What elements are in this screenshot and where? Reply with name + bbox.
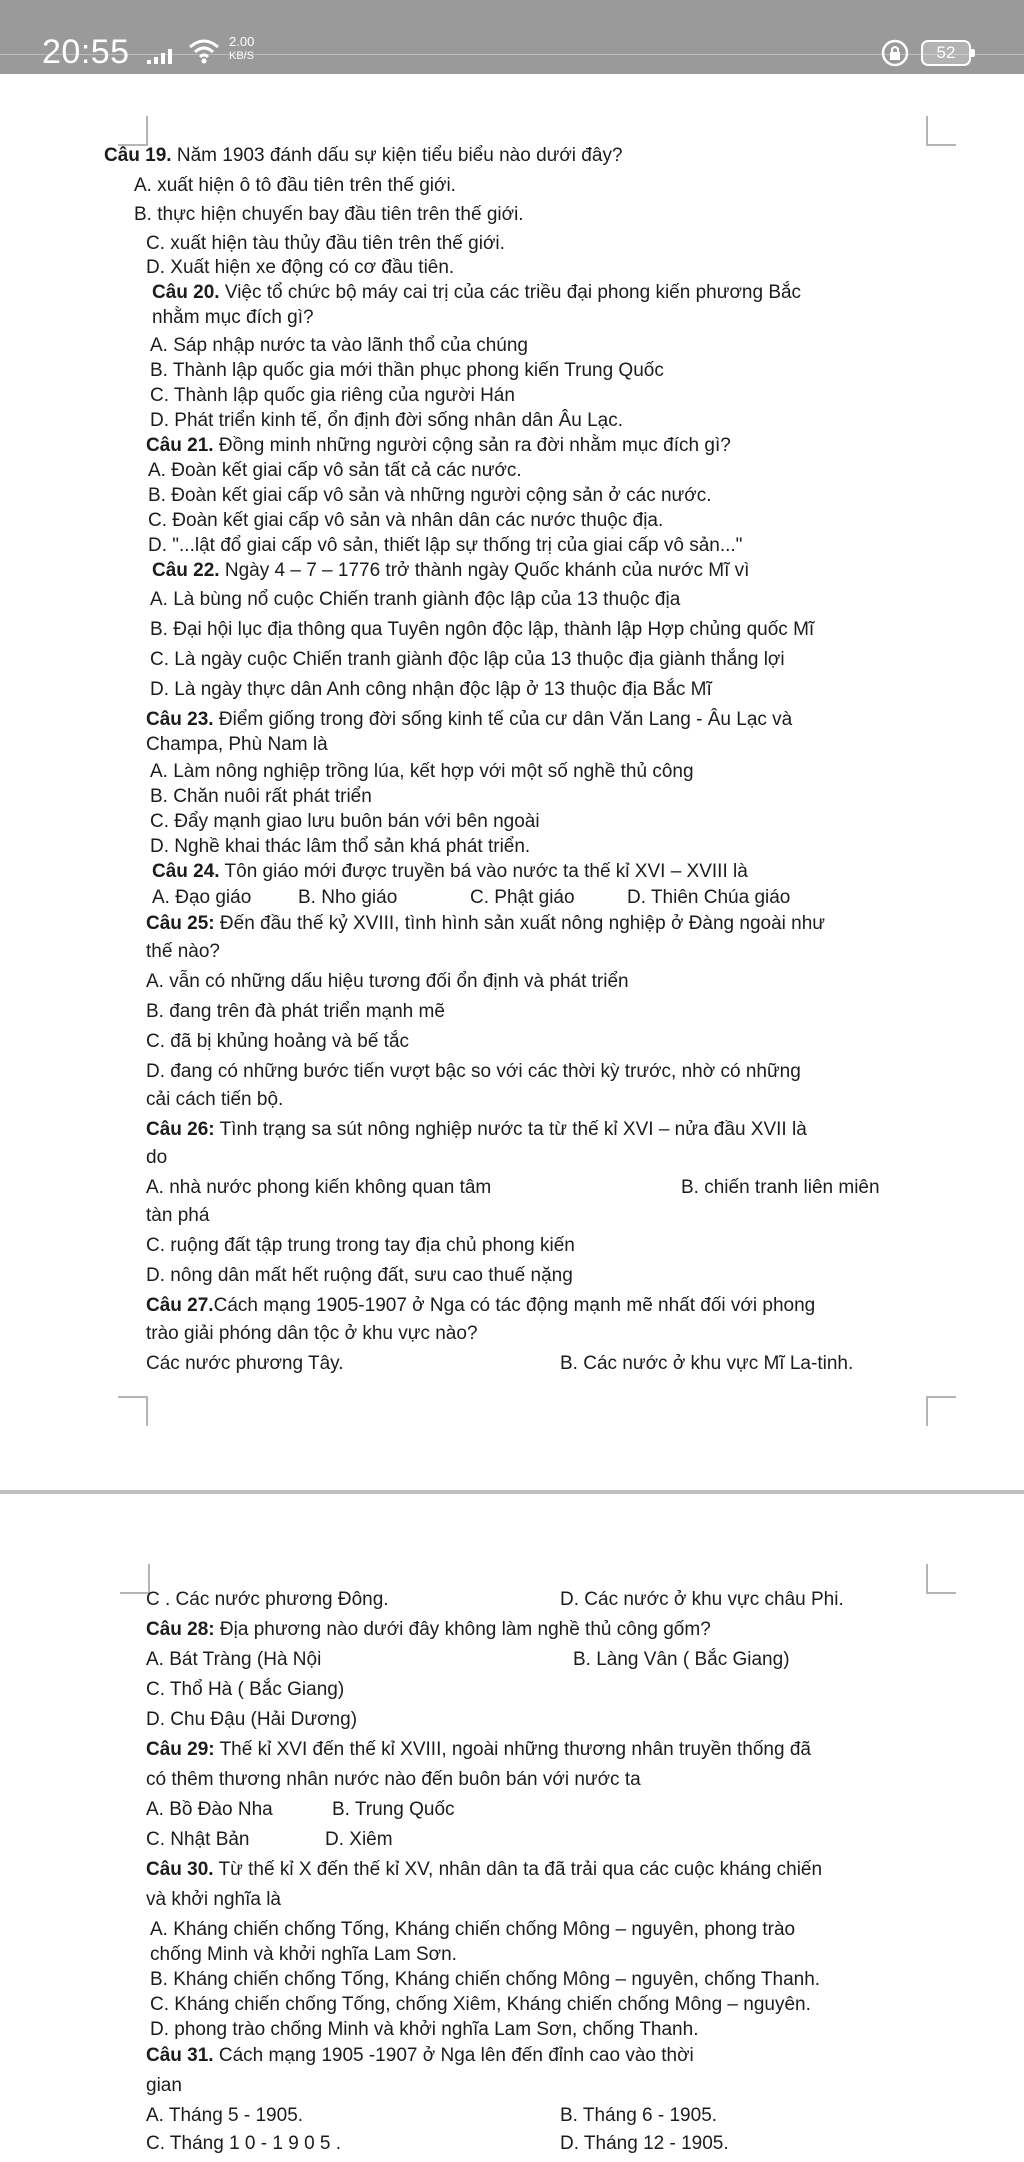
document-page-2 <box>0 1494 1024 2162</box>
page-corner-mark <box>118 116 148 146</box>
answer-option: tàn phá <box>146 1205 210 1226</box>
answer-option: A. Làm nông nghiệp trồng lúa, kết hợp với một số nghề thủ công <box>150 761 694 782</box>
answer-option: A. Đạo giáo <box>152 887 252 908</box>
answer-option: A. vẫn có những dấu hiệu tương đối ổn định và phát triển <box>146 971 629 992</box>
answer-option: A. Đoàn kết giai cấp vô sản tất cả các nước. <box>148 460 522 481</box>
answer-option: C. Đẩy mạnh giao lưu buôn bán với bên ngoài <box>150 811 540 832</box>
question-text: do <box>146 1147 168 1168</box>
question-24: Câu 24. Tôn giáo mới được truyền bá vào nước ta thế kỉ XVI – XVIII là <box>152 861 748 882</box>
answer-option: C. Là ngày cuộc Chiến tranh giành độc lập của 13 thuộc địa giành thắng lợi <box>150 649 785 670</box>
vpn-lock-icon <box>881 39 909 67</box>
page-corner-mark <box>118 1396 148 1426</box>
answer-option: D. Các nước ở khu vực châu Phi. <box>560 1589 844 1610</box>
answer-option: C. Kháng chiến chống Tống, chống Xiêm, Kháng chiến chống Mông – nguyên. <box>150 1994 811 2015</box>
question-23: Câu 23. Điểm giống trong đời sống kinh tế của cư dân Văn Lang - Âu Lạc và <box>146 709 793 730</box>
answer-option: B. Nho giáo <box>298 887 398 908</box>
answer-option: A. Tháng 5 - 1905. <box>146 2105 304 2126</box>
network-speed-value: 2.00 <box>229 34 255 49</box>
answer-option: C. Thành lập quốc gia riêng của người Hán <box>150 385 515 406</box>
network-speed-unit: KB/S <box>229 50 255 62</box>
question-21: Câu 21. Đồng minh những người cộng sản ra đời nhằm mục đích gì? <box>146 435 731 456</box>
battery-level: 52 <box>936 43 956 62</box>
question-22: Câu 22. Ngày 4 – 7 – 1776 trở thành ngày Quốc khánh của nước Mĩ vì <box>152 560 750 581</box>
question-text: thế nào? <box>146 941 220 962</box>
answer-option: D. "...lật đổ giai cấp vô sản, thiết lập sự thống trị của giai cấp vô sản..." <box>148 535 743 556</box>
answer-option: D. Nghề khai thác lâm thổ sản khá phát triển. <box>150 836 531 857</box>
answer-option: B. đang trên đà phát triển mạnh mẽ <box>146 1001 445 1022</box>
answer-option: A. Là bùng nổ cuộc Chiến tranh giành độc lập của 13 thuộc địa <box>150 589 681 610</box>
answer-option: A. nhà nước phong kiến không quan tâm <box>146 1177 492 1198</box>
document-page-1 <box>0 74 1024 1494</box>
answer-option: B. Các nước ở khu vực Mĩ La-tinh. <box>560 1353 854 1374</box>
answer-option: C. ruộng đất tập trung trong tay địa chủ phong kiến <box>146 1235 575 1256</box>
answer-option: cải cách tiến bộ. <box>146 1089 284 1110</box>
answer-option: C. xuất hiện tàu thủy đầu tiên trên thế giới. <box>146 233 505 254</box>
question-20: Câu 20. Việc tổ chức bộ máy cai trị của các triều đại phong kiến phương Bắc <box>152 282 802 303</box>
answer-option: C . Các nước phương Đông. <box>146 1589 389 1610</box>
answer-option: D. nông dân mất hết ruộng đất, sưu cao thuế nặng <box>146 1265 573 1286</box>
question-19: Câu 19. Năm 1903 đánh dấu sự kiện tiểu biểu nào dưới đây? <box>104 145 623 166</box>
answer-option: C. Nhật Bản <box>146 1829 250 1850</box>
answer-option: C. Thổ Hà ( Bắc Giang) <box>146 1679 345 1700</box>
answer-option: C. đã bị khủng hoảng và bế tắc <box>146 1031 410 1052</box>
signal-icon <box>147 48 175 64</box>
page-corner-mark <box>926 1396 956 1426</box>
answer-option: D. Thiên Chúa giáo <box>627 887 791 908</box>
answer-option: D. Là ngày thực dân Anh công nhận độc lập ở 13 thuộc địa Bắc Mĩ <box>150 679 712 700</box>
page-corner-mark <box>926 116 956 146</box>
answer-option: D. phong trào chống Minh và khởi nghĩa Lam Sơn, chống Thanh. <box>150 2019 699 2040</box>
question-text: và khởi nghĩa là <box>146 1889 281 1910</box>
question-text: gian <box>146 2075 182 2096</box>
answer-option: C. Tháng 1 0 - 1 9 0 5 . <box>146 2133 342 2154</box>
question-text: Champa, Phù Nam là <box>146 734 328 755</box>
page-corner-mark <box>926 1564 956 1594</box>
battery-icon <box>921 40 971 66</box>
answer-option: A. xuất hiện ô tô đầu tiên trên thế giới. <box>134 175 456 196</box>
status-bar <box>0 0 1024 74</box>
answer-option: D. Tháng 12 - 1905. <box>560 2133 729 2154</box>
question-text: có thêm thương nhân nước nào đến buôn bán với nước ta <box>146 1769 641 1790</box>
answer-option: Các nước phương Tây. <box>146 1353 344 1374</box>
answer-option: B. Làng Vân ( Bắc Giang) <box>573 1649 790 1670</box>
answer-option: D. Xiêm <box>325 1829 393 1850</box>
answer-option: C. Phật giáo <box>470 887 575 908</box>
answer-option: A. Bồ Đào Nha <box>146 1799 273 1820</box>
question-28: Câu 28: Địa phương nào dưới đây không làm nghề thủ công gốm? <box>146 1619 711 1640</box>
answer-option: chống Minh và khởi nghĩa Lam Sơn. <box>150 1944 457 1965</box>
question-25: Câu 25: Đến đầu thế kỷ XVIII, tình hình sản xuất nông nghiệp ở Đàng ngoài như <box>146 913 826 934</box>
network-speed <box>229 35 254 63</box>
answer-option: D. Chu Đậu (Hải Dương) <box>146 1709 358 1730</box>
question-text: nhằm mục đích gì? <box>152 307 314 328</box>
answer-option: B. thực hiện chuyến bay đầu tiên trên thế giới. <box>134 204 524 225</box>
answer-option: D. Xuất hiện xe động có cơ đầu tiên. <box>146 257 455 278</box>
answer-option: A. Bát Tràng (Hà Nội <box>146 1649 322 1670</box>
answer-option: B. Trung Quốc <box>332 1799 455 1820</box>
question-27: Câu 27.Cách mạng 1905-1907 ở Nga có tác động mạnh mẽ nhất đối với phong <box>146 1295 816 1316</box>
answer-option: D. đang có những bước tiến vượt bậc so với các thời kỳ trước, nhờ có những <box>146 1061 801 1082</box>
answer-option: B. Kháng chiến chống Tống, Kháng chiến chống Mông – nguyên, chống Thanh. <box>150 1969 821 1990</box>
question-text: trào giải phóng dân tộc ở khu vực nào? <box>146 1323 478 1344</box>
answer-option: A. Sáp nhập nước ta vào lãnh thổ của chúng <box>150 335 528 356</box>
question-31: Câu 31. Cách mạng 1905 -1907 ở Nga lên đến đỉnh cao vào thời <box>146 2045 694 2066</box>
answer-option: A. Kháng chiến chống Tống, Kháng chiến chống Mông – nguyên, phong trào <box>150 1919 796 1940</box>
question-30: Câu 30. Từ thế kỉ X đến thế kỉ XV, nhân dân ta đã trải qua các cuộc kháng chiến <box>146 1859 823 1880</box>
answer-option: B. chiến tranh liên miên <box>681 1177 880 1198</box>
answer-option: B. Thành lập quốc gia mới thần phục phong kiến Trung Quốc <box>150 360 664 381</box>
answer-option: C. Đoàn kết giai cấp vô sản và nhân dân các nước thuộc địa. <box>148 510 664 531</box>
wifi-icon <box>188 38 220 64</box>
answer-option: D. Phát triển kinh tế, ổn định đời sống nhân dân Âu Lạc. <box>150 410 623 431</box>
clock: 20:55 <box>42 33 130 71</box>
answer-option: B. Đại hội lục địa thông qua Tuyên ngôn độc lập, thành lập Hợp chủng quốc Mĩ <box>150 619 815 640</box>
question-26: Câu 26: Tình trạng sa sút nông nghiệp nước ta từ thế kỉ XVI – nửa đầu XVII là <box>146 1119 807 1140</box>
answer-option: B. Chăn nuôi rất phát triển <box>150 786 372 807</box>
question-29: Câu 29: Thế kỉ XVI đến thế kỉ XVIII, ngoài những thương nhân truyền thống đã <box>146 1739 811 1760</box>
answer-option: B. Đoàn kết giai cấp vô sản và những người cộng sản ở các nước. <box>148 485 712 506</box>
answer-option: B. Tháng 6 - 1905. <box>560 2105 718 2126</box>
